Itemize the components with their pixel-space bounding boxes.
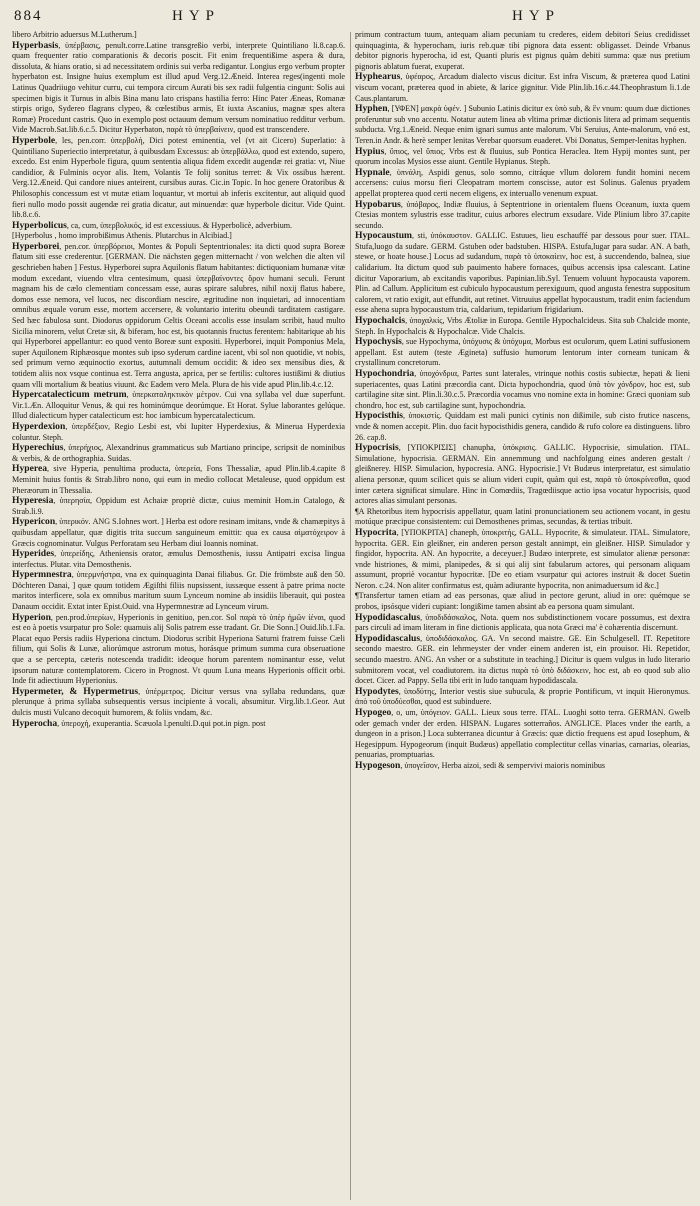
running-head-left: HYP [172, 8, 221, 24]
right-column [355, 30, 690, 1200]
entry-text: , [ΥΠΟΚΡΙΤΑ] chaneph, ὑποκριτής, GALL. Hypocrite, & simulateur. ITAL. Simulatore, hypocrita. GER. Ein gleißner, ein anderen person gestalt annimpt, ein gleißner. HISP. Simulador y fingidor, hypocrita. AN. An hypocrite, a deceyuer.] Budæo interprete, est simulator alienæ personæ: vnde histriones, & mimi, planipedes, & si qui alij sint fabularum actores, qui personam aliquam assumunt, propriè vocantur hypocritæ. [De eo etiam vsurpatur qui actores instruit & docet Suetin Neron. c.24. Non aliter confirmatus est, quàm adiurante hypocrita, non animaduersum id &c.] [355, 527, 690, 590]
entry-headword: Hypocrita [355, 526, 397, 538]
column-divider [350, 32, 351, 1200]
dictionary-entry [12, 570, 345, 612]
left-column [12, 30, 345, 1200]
entry-headword: Hyperesia [12, 495, 54, 507]
entry-headword: Hyphearus [355, 71, 401, 83]
page-header [12, 6, 688, 28]
dictionary-entry [355, 231, 690, 316]
entry-headword: Hyperbole [12, 134, 56, 146]
entry-text: , ὑποδύτης, Interior vestis siue subucula, & proprie Pontificum, vt inquit Hieronymus. ἀπὸ τοῦ ὑποδύεσθαι, quod est subinduere. [355, 686, 690, 707]
dictionary-entry [12, 613, 345, 687]
dictionary-entry [355, 708, 690, 761]
dictionary-entry [12, 422, 345, 443]
entry-headword: Hypius [355, 145, 385, 157]
dictionary-entry [12, 390, 345, 422]
dictionary-entry [12, 496, 345, 517]
entry-text: , ὑπερησία, Oppidum est Achaiæ propriè dictæ, cuius meminit Hom.in Catalogo, & Strab.li.9. [12, 496, 345, 516]
dictionary-entry [355, 72, 690, 104]
dictionary-entry [12, 549, 345, 570]
entry-text: , ὑπερείδης, Atheniensis orator, æmulus Demosthenis, iussu Antipatri excisa lingua interfectus. Plutar. vita Demosthenis. [12, 549, 345, 569]
entry-text: , ὑπόβαρος, Indiæ fluuius, à Septentrione in orientalem fluens Oceanum, iuxta quem Ctesias montem sylustris esse traditur, cuius arbores electrum exsudare. Vide Plinium libro 37.capite secundo. [355, 199, 690, 230]
dictionary-entry [355, 613, 690, 634]
entry-text: , ὑποκιστίς. Quiddam est mali punici cytinis non dißimile, sub cisto frutice nascens, vnde & nomen accepit. Plin. duo facit hypocisthidis genera, candido & rufo colore ea distinguens. libro 26. cap.8. [355, 411, 690, 442]
entry-headword: Hypocaustum [355, 230, 413, 242]
text-columns [12, 30, 692, 1200]
entry-text: , ὑπερκαταληκτικὸν μέτρον. Cui vna syllaba vel duæ superfunt. Vir.1.Æn. Alloquitur Venus, & qui res hominúmque deorúmque. Et Horat. Sylue laborantes gelúque. Illud dialecticum hyper catalecticum est: hoc iambicum hypercatalecticum. [12, 390, 345, 421]
entry-headword: Hyphen [355, 103, 388, 115]
entry-text: , ὑποχαλκίς, Vrbs Ætoliæ in Europa. Gentile Hypochalcideus. Sita sub Chalcide monte, Steph. In Hypochalcis & Hypochalcæ. Vide Chalcis. [355, 316, 690, 336]
entry-headword: Hypochondria [355, 368, 415, 379]
entry-text: , ὑπέρβασις, penult.corre.Latine transgreßio verbi, interprete Quintiliano li.8.cap.6. quam frequenter ratio comparationis & decoris poscit. Fit enim frequentißime aspera & dura, dissoluta, & hians oratio, si ad necessitatem ordinis sui verba redigantur. Longius ergo verbum propter hyperbaton est. Insigne huius exemplum est illud apud Verg.12.Æneid. Interea reges(ingenti mole Latinus Quadriiugo vehitur curru, cui tempora circum Aurati bis sex radii fulgentia cingunt: Solis aui specimen bigis it Turnus in albis Bina manu lato crispans hastilia ferro: Hinc Pater Æneas, Romanæ stirpis origo, Sydereo flagrans clypeo, & cœlestibus armis, Et iuxta Ascanius, magnæ spes altera Romæ) Procedunt castris. Quo in exemplo post octauum demum versum nominatiuo redditur verbum. Vide Macrob.Sat.lib.6.c.5. Dicitur Hyperbaton, παρὰ τὸ ὑπερβαίνειν, quod est transcendere. [12, 40, 345, 135]
entry-text: , ὕπιος, vel ὕπιος. Vrbs est & fluuius, sub Pontica Heraclea. Item Hypij montes sunt, per quorum incolas Mysios esse aiunt. Gentile Hypianus. Steph. [355, 146, 690, 167]
entry-text: primum contractum tuum, antequam aliam pecuniam tu crederes, eidem debitori Seius credidisset quinquaginta, & hyperocham, iuris reb.quæ tibi pignora data essent: obligasset. Deinde Vrbanus debitor pignoris hyperocha, id est, Quanti pluris est pignus quàm debiti summa: quæ nus pretium pignoris ablatum fuerat, exuperat. [355, 30, 690, 71]
entry-headword: Hypochysis [355, 336, 402, 348]
entry-headword: Hyperechius [12, 442, 64, 454]
entry-text: , sue Hypochyma, ὑπόχυσις & ὑπόχυμα, Morbus est oculorum, quem Latini suffusionem appellant. Est autem (teste Ægineta) suffusio humorum lentorum inter corneam tunicam & crystallinum concretorum. [355, 337, 690, 368]
entry-headword: Hypodidascalus [355, 632, 421, 644]
dictionary-entry [355, 634, 690, 687]
entry-text: , pen.prod.ὑπερίων, Hyperionis in genitiuo, pen.cor. Sol παρὰ τὸ ὑπὲρ ἡμῶν ἰέναι, quod est eo à poetis vsurpatur pro Sole: quamuis alij Solis patrem esse tradant. Gr. Die Sonn.] Ouid.lib.1.Fa. Placat equo Persis radiis Hyperiona cinctum. Diodorus scribit Hyperiona Saturni fratrem fuisse Cæli filium, qui Solis & Lunæ, aliorúmque astrorum motus, horásque primum summa cura obseruatione que a se percepta, cæteris notescenda tradidit: ideoque horum parentem nominantur esse, velut ipsorum naturæ contemplatorem. Cicero in Prognost. Vt quum Luna means Hyperionis officit orbi. Inde fit adiectiuum Hyperionius. [12, 612, 345, 686]
dictionary-entry [355, 104, 690, 146]
entry-headword: Hypobarus [355, 198, 401, 210]
entry-text: , ca, cum, ὑπερβολικός, id est excessiuus. & Hyperbolicè, adverbium. [66, 220, 293, 230]
dictionary-entry [355, 200, 690, 232]
entry-text: , ὑπερμνήστρα, vna ex quinquaginta Danai filiabus. Gr. Die frömbste auß den 50. Döchteren Danai, ] quæ quum totidem Ægiſthi filiis nupsissent, iussæque essent à patre prima nocte maritos interficere, sola ex omnibus maritum suum Lynceum nomine ab insidiis liberauit, qui postea Danaum occidit. Extat inter Epist.Ouid. vna Hypermnestræ ad Lynceum virum. [12, 570, 345, 612]
dictionary-entry [355, 507, 690, 528]
entry-text: , ὑποχόνδρια, Partes sunt laterales, vtrinque nothis costis subiectæ, hepati & lieni superiacentes, quas Latini præcordia cant. Dicta hypochondria, quod ὑπὸ τὸν χόνδρον, hoc est, sub cartilagine sitæ sint. Plin.li.30.c.5. Præcordia vocamus vno nomine exta in homine: Græci quoniam sub chondro, hoc est, sub cartilagine sunt, hypochondria. [355, 369, 690, 410]
entry-headword: Hyperea [12, 463, 47, 475]
dictionary-entry [12, 464, 345, 496]
entry-headword: Hyperocha [12, 717, 58, 729]
entry-text: libero Arbitrio aduersus M.Lutherum.] [12, 30, 137, 39]
dictionary-entry [355, 528, 690, 592]
dictionary-entry [355, 591, 690, 612]
entry-headword: Hypochalcis [355, 315, 406, 327]
entry-headword: Hypercatalecticum metrum [12, 389, 127, 401]
entry-text: , ὑπερικόν. ANG S.Iohnes wort. ] Herba est odore resinam imitans, vnde & chamæpitys à quibusdam appellatur, quæ digitis trita succum sanguineum emittit: qua ex causa αἱματόχειρον à Græcis cognominatur. Vulgus Perforatam seu Herbam diui Ioannis nominat. [12, 517, 345, 548]
entry-headword: Hypodytes [355, 685, 399, 697]
entry-headword: Hyperides [12, 548, 55, 560]
entry-text: , pen.cor. ὑπερβόρειοι, Montes & Populi Septentrionales: ita dicti quod supra Boreæ flatum siti esse crederentur. [GERMAN. Die nächsten gegen mitternacht / von welchen die alten vil geschrieben haben ] Festus. Hyperborei supra Aquilonis flatum habitantes: dictiquoniam humanæ vitæ modum excedant, viuendo vltra centesimum, quasi ὑπερβαίνοντες ὅρον humani seculi. Ferunt magnam his de cælo clementiam concessam esse, auras spirare salubres, nihil noxij flatus habere, domos esse nemora, vel lucos, nec discordiam nescire, ægritudine non inquietari, ad innocentiam omnibus æquale vorum esse, mortem accersere, & voluntario interitu obeundi tarditatem castigare. Sed hæc fabulosa sunt. Diodorus oppidorum Celtis Oceani accolis esse insulam scribit, haud multo Sicilia minorem, velut Cretæ sit, & biferam, hoc est, bis quotannis fructus ferentem: habitarique ab his qui Hyperborei appellantur: eo quod vento Boreæ sunt expositi. Hyperborei, inquit Pomponius Mela, super Aquilonem Riphæosque montes sub ipso syderum cardine iacent, vbi sol non quotidie, vt nobis, sed primum verno æquinoctio exortus, autumnali demum occidit: & ideo sex mensibus dies, & totidem aliis nox vsque continua est. Terra angusta, aprica, per se fertilis: cultores iustißimi & diutius quam vlli mortalium & beatius viuunt. &c Eadem vero Mela. Plura de his vide apud Plin.lib.4.c.12. [12, 241, 345, 389]
running-head-right: HYP [512, 8, 561, 24]
entry-text: , ὑπέρμετρος. Dicitur versus vna syllaba redundans, quæ plerunque à prima syllaba subsequentis versus incipiente à vocali, absumitur. Virg.lib.1.Geor. Aut dulcis musti Vulcano decoquit humorem, & foliis vndam, &c. [12, 686, 345, 717]
dictionary-entry [355, 687, 690, 708]
entry-headword: Hypogeson [355, 759, 401, 771]
entry-text: , ὑπογεῖσον, Herba aizoi, sedi & sempervivi maioris nominibus [400, 760, 606, 770]
entry-headword: Hyperborei [12, 240, 60, 252]
entry-text: , ὑπερδέξιον, Regio Lesbi est, vbi Iupiter Hyperdexius, & Minerua Hyperdexia coluntur. Steph. [12, 421, 345, 442]
entry-headword: Hypericon [12, 516, 56, 528]
entry-text: , [ΥΦΕΝ] μακρὰ ὑφέν. ] Subunio Latinis dicitur ex ὑπὸ sub, & ἓν vnum: quum duæ dictiones proferuntur sub vno accentu. Notatur autem linea ab vltima primæ dictionis litera ad primam sequentis subducta. Vrg.1.Æneid. Neque enim ignari sumus ante malorum. Vbi Seruius, Ante-malorum, vnó est, Teren.in Andr. & herè semper lenitas Verebar quorsum euaderet. Vbi Donatus, Semper-lenitas hyphen. [355, 104, 690, 145]
dictionary-entry [355, 168, 690, 200]
entry-text: , ὑποδιδάσκαλος. GA. Vn second maistre. GE. Ein Schulgesell. IT. Repetitore secondo maestro. GER. ein lehrmeyster der vnder einem anderen ist, ein prouisor. Hi. Repetidor, secundo maestro. ANG. An vsher or a substitute in teaching.] Dicitur is quem vulgus in ludo literario submitorem vocat, vel coadiutorem. ita dictus παρὰ τὸ ὑπὸ διδάσκειν, hoc est, ab eo quod sub alio docet. Cicer. ad Pappy. Sella tibi erit in ludo tanquam hypodidascala. [355, 633, 690, 686]
dictionary-entry [355, 411, 690, 443]
entry-headword: Hypnale [355, 166, 390, 178]
dictionary-entry [12, 30, 345, 41]
entry-text: ¶A Rhetoribus item hypocrisis appellatur, quam latini pronunciationem seu actionem vocant, in gestu motúque præcipue consistentem: cui Demosthenes primas, secundas, & tertias tribuit. [355, 506, 690, 527]
dictionary-entry [12, 443, 345, 464]
dictionary-entry [355, 316, 690, 337]
entry-text: , les, pen.corr. ὑπερβολή, Dici potest eminentia, vel (vt ait Cicero) Superlatio: à Quintiliano Superiectio interpretatur, à quibusdam Excessus: ab ὑπερβάλλω, quod est extendo, supero, excedo. Est enim Hyperbole figura, quum sententia aliqua fidem excedit augendæ rei gratia: vt, Niue candidior, & Fulminis ocyor alis. Item, Volantis Te folij sonitus terret: & Vix ossibus hærent. Verg.12.Æneid. Qui candore niues anteirent, cursibus auras. Cic.in Topic. In hoc genere Oratoribus & Philosophis concessum est vt mutæ etiam loquantur, vt mortui ab inferis excitentur, aut aliquid quod fieri nullo modo possit augendæ rei gratia dicatur, aut minuendæ: quæ hyperbole dicitur. Vide Quint. lib.8.c.6. [12, 135, 345, 220]
entry-text: , sti, ὑπόκαυστον. GALLIC. Estuues, lieu eschauffé par dessous pour suer. ITAL. Stufa,luogo da sudare. GERM. Gstuben oder badstuben. HISPA. Estufa,lugar para sudar. AN. A bath, stewe, or hoate house.] Locus ad sudandum, παρὰ τὸ ὑποκαίειν, hoc est, à succendendo, balnea, siue calidarium. Ita dictum quod sub pauimento habere fornaces, quibus accensis ipsa calescant. Latine dicitur Vaporarium, ab excitandis vaporibus. Papinian.lib.Syl. Tenuem voluunt hypocausta vaporem. Plin. ad Callum. Applicitum est cubiculo hypocaustum perexiguum, quod angusta fenestra suppositum calorem, vt ratio exigit, aut effundit, aut retinet. Vitruuius appellat hypocaustum, tradit enim faciendum esse ahena supra hypocaustum tria, caldarium, tepidarium frigidarium. [355, 231, 690, 315]
entry-text: , ὑφέαρος, Arcadum dialecto viscus dicitur. Est infra Viscum, & præterea quod Latini viscum vocant, præterea quod in abiete, & larice gignitur. Vide Plin.lib.16.c.44.Theophrastum li.1.de Caus.plantarum. [355, 72, 690, 103]
entry-headword: Hypogeo [355, 707, 392, 718]
dictionary-entry [12, 136, 345, 221]
entry-text: [Hyperbolus , homo improbißimus Athenis. Plutarchus in Alcibiad.] [12, 231, 232, 241]
dictionary-entry [12, 242, 345, 390]
dictionary-entry [355, 369, 690, 411]
entry-text: , ὑπερήχιος, Alexandrinus grammaticus sub Martiano principe, scripsit de nominibus & verbis, & de orthographia. Suidas. [12, 443, 345, 463]
entry-text: , o, um, ὑπόγειον. GALL. Lieux sous terre. ITAL. Luoghi sotto terra. GERMAN. Gwelb oder gemach vnder der erden. HISPAN. Lugares sotterraños. ANGLICE. Places vnder the earth, a dungeon in a prison.] Loca subterranea dicuntur à Græcis: quæ dictio frequens est apud Iosephum, & Hegesippum. Hypogeorum (inquit Budæus) appellatio complectitur cellas vinarias, carnarias, olearias, penuarias, promptuarias. [355, 708, 690, 760]
dictionary-entry [12, 719, 345, 730]
entry-headword: Hyperbolicus [12, 219, 67, 231]
dictionary-entry [355, 337, 690, 369]
dictionary-entry [12, 221, 345, 232]
dictionary-entry [355, 30, 690, 72]
dictionary-entry [12, 41, 345, 136]
dictionary-entry [12, 687, 345, 719]
dictionary-entry [12, 231, 345, 242]
entry-text: , ὑποδιδάσκαλος, Nota. quem nos subdistinctionem vocare possumus, est dextra pars circuli ad imam literam in fine dictionis applicata, qua nota Græci ma' è cohærentia discernunt. [355, 612, 690, 633]
entry-headword: Hyperdexion [12, 420, 66, 432]
dictionary-entry [12, 517, 345, 549]
entry-text: , sive Hyperia, penultima producta, ὑπερεία, Fons Thessaliæ, apud Plin.lib.4.capite 8 Meminit huius fontis & Strab.libro nono, qui eum in medio collocat Metaleuse, quod oppidum est Pheræorum in Thessalia. [12, 464, 345, 495]
entry-text: , ὑπνάλη, Aspidi genus, solo somno, citráque vllum dolorem fundit homini necem accersens: cuius morsu fieri Cleopatram mortem conscisse, autor est Solinus. Galenus pryadem appellat propterea quod certi necem eligens, ex interuallo venenum expuat. [355, 167, 690, 198]
entry-text: , ὑπεροχή, exuperantia. Scæuola l.penulti.D.qui pot.in pign. post [57, 718, 266, 728]
dictionary-entry [355, 147, 690, 168]
entry-headword: Hypocisthis [355, 410, 403, 422]
entry-headword: Hyperbasis [12, 39, 59, 51]
page-number: 884 [14, 8, 43, 24]
entry-headword: Hypermnestra [12, 569, 72, 581]
entry-headword: Hypocrisis [355, 442, 399, 454]
entry-text: , [ΥΠΟΚΡΙΣΙΣ] chanupha, ὑπόκρισις. GALLIC. Hypocrisie, simulation. ITAL. Simulatione, hypocrisia. GERMAN. Ein annemmung und nachfolgung eines anderen gestalt / gleißnerey. HISP. Simulacion, hypocresia. ANG. Hypocrisie.] Vt Budæus interpretatur, est simulatio aliena personæ, quum scilicet quis se alium videri cupit, quàm qui est, παρὰ τὸ ὑποκρίνεσθαι, quod inter cætera significat simulare. Hinc in Comœdiis, Tragœdiisque actio ipsa vocatur hypocrisis, quod actores alias simulant personas. [355, 443, 690, 506]
dictionary-entry [355, 443, 690, 507]
entry-headword: Hypodidascalus [355, 611, 421, 623]
dictionary-entry [355, 761, 690, 772]
entry-headword: Hyperion [12, 611, 51, 623]
entry-text: ¶Transfertur tamen etiam ad eas personas, quæ aliud in pectore gerunt, aliud in ore: quémque se probos, ipsósque videri cupiant: longißime tamen absint ab ea persona quam simulant. [355, 591, 690, 612]
entry-headword: Hypermeter, & Hypermetrus [12, 685, 139, 697]
